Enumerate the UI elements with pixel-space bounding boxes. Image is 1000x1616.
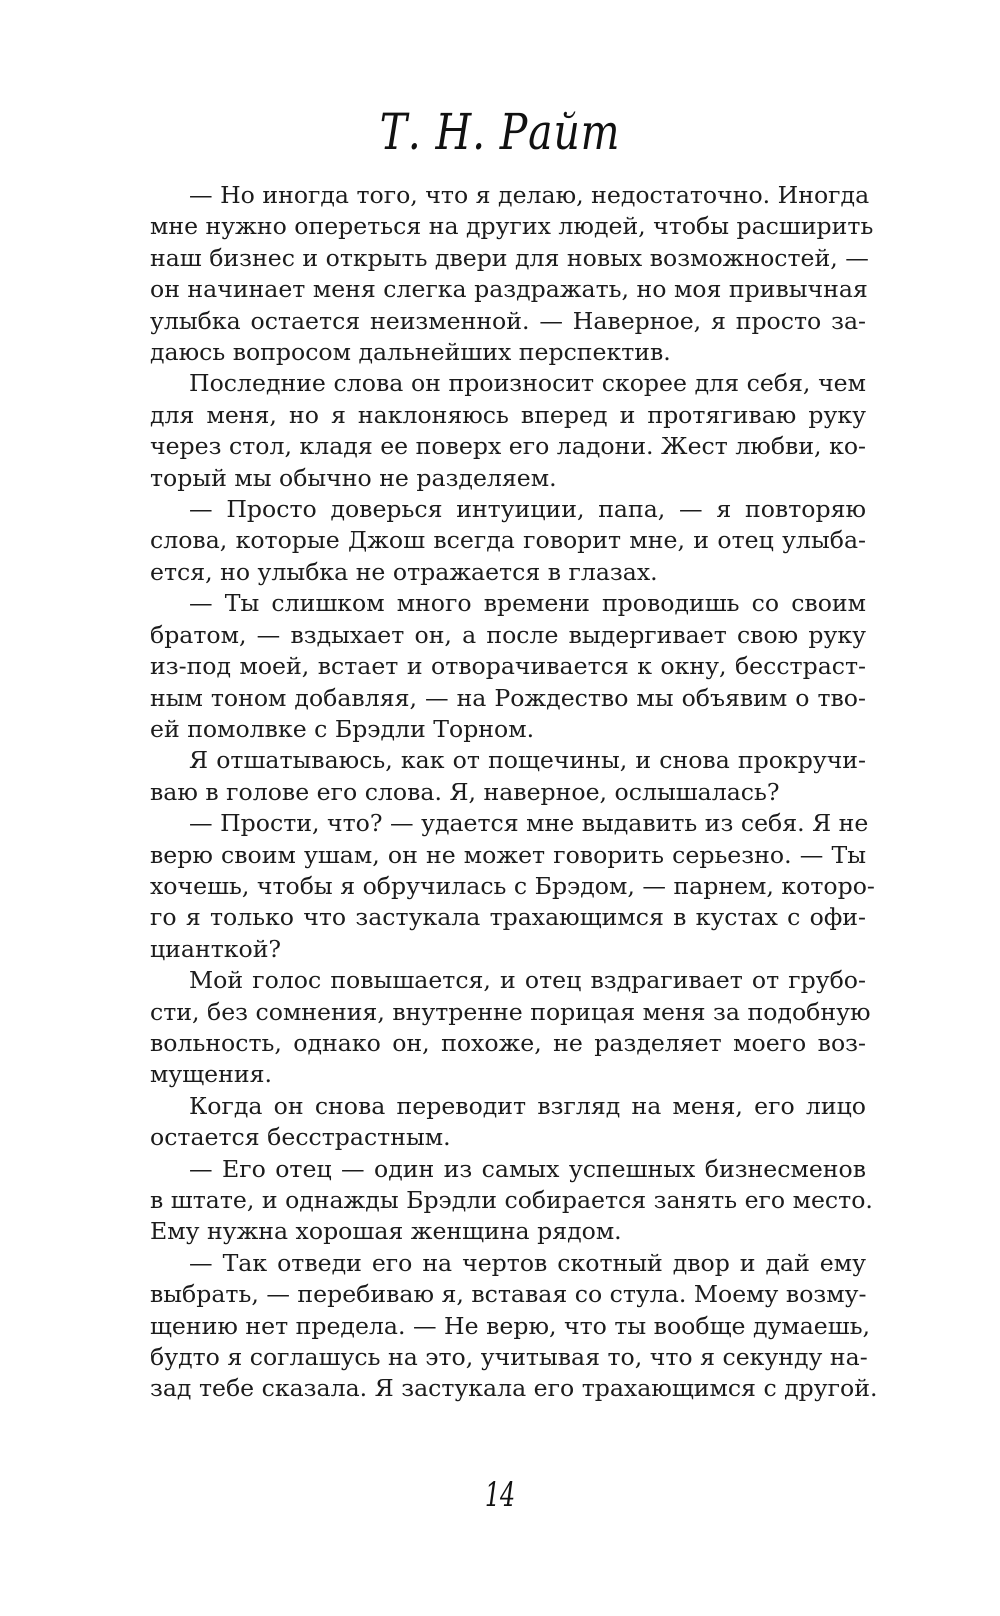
text-line: торый мы обычно не разделяем. <box>150 463 557 492</box>
text-line: зад тебе сказала. Я застукала его трахающимся с другой. <box>150 1374 878 1403</box>
text-line: цианткой? <box>150 934 282 963</box>
text-line: Ему нужна хорошая женщина рядом. <box>150 1217 622 1246</box>
text-line: щению нет предела. — Не верю, что ты вообще думаешь, <box>150 1311 871 1340</box>
text-line: ным тоном добавляя, — на Рождество мы объявим о тво- <box>150 683 866 712</box>
text-line: через стол, кладя ее поверх его ладони. Жест любви, ко- <box>150 432 866 461</box>
running-header-author: Т. Н. Райт <box>379 103 621 161</box>
text-line: слова, которые Джош всегда говорит мне, и отец улыба- <box>150 526 866 555</box>
page-number: 14 <box>484 1475 516 1515</box>
text-line: — Прости, что? — удается мне выдавить из себя. Я не <box>189 809 869 838</box>
text-line: Мой голос повышается, и отец вздрагивает от грубо- <box>189 966 866 995</box>
text-line: Когда он снова переводит взгляд на меня, его лицо <box>189 1091 866 1120</box>
text-line: даюсь вопросом дальнейших перспектив. <box>150 338 671 367</box>
text-line: верю своим ушам, он не может говорить серьезно. — Ты <box>150 840 866 869</box>
text-line: мне нужно опереться на других людей, чтобы расширить <box>150 212 874 241</box>
text-line: — Так отведи его на чертов скотный двор и дай ему <box>189 1248 866 1277</box>
text-line: братом, — вздыхает он, а после выдергивает свою руку <box>150 620 866 649</box>
text-line: ваю в голове его слова. Я, наверное, ослышалась? <box>150 777 780 806</box>
text-line: ей помолвке с Брэдли Торном. <box>150 714 535 743</box>
text-line: из-под моей, встает и отворачивается к окну, бесстраст- <box>150 652 866 681</box>
text-line: — Просто доверься интуиции, папа, — я повторяю <box>189 495 866 524</box>
text-line: вольность, однако он, похоже, не разделяет моего воз- <box>150 1028 866 1057</box>
text-line: наш бизнес и открыть двери для новых возможностей, — <box>150 243 869 272</box>
text-line: мущения. <box>150 1060 272 1089</box>
text-line: Я отшатываюсь, как от пощечины, и снова прокручи- <box>189 746 866 775</box>
body-text <box>150 180 878 1405</box>
text-line: — Его отец — один из самых успешных бизнесменов <box>189 1154 866 1183</box>
text-line: хочешь, чтобы я обручилась с Брэдом, — парнем, которо- <box>150 871 875 900</box>
text-line: для меня, но я наклоняюсь вперед и протягиваю руку <box>150 400 866 429</box>
text-line: будто я соглашусь на это, учитывая то, что я секунду на- <box>150 1343 868 1372</box>
text-line: Последние слова он произносит скорее для себя, чем <box>189 369 866 398</box>
text-line: он начинает меня слегка раздражать, но моя привычная <box>150 275 868 304</box>
text-line: сти, без сомнения, внутренне порицая меня за подобную <box>150 997 871 1026</box>
text-line: остается бесстрастным. <box>150 1123 451 1152</box>
text-line: — Ты слишком много времени проводишь со своим <box>189 589 866 618</box>
text-line: — Но иногда того, что я делаю, недостаточно. Иногда <box>189 181 870 209</box>
text-line: улыбка остается неизменной. — Наверное, я просто за- <box>150 306 866 335</box>
text-line: ется, но улыбка не отражается в глазах. <box>150 557 658 586</box>
text-line: выбрать, — перебиваю я, вставая со стула. Моему возму- <box>150 1280 867 1309</box>
text-line: в штате, и однажды Брэдли собирается занять его место. <box>150 1186 873 1214</box>
text-line: го я только что застукала трахающимся в кустах с офи- <box>150 903 866 932</box>
